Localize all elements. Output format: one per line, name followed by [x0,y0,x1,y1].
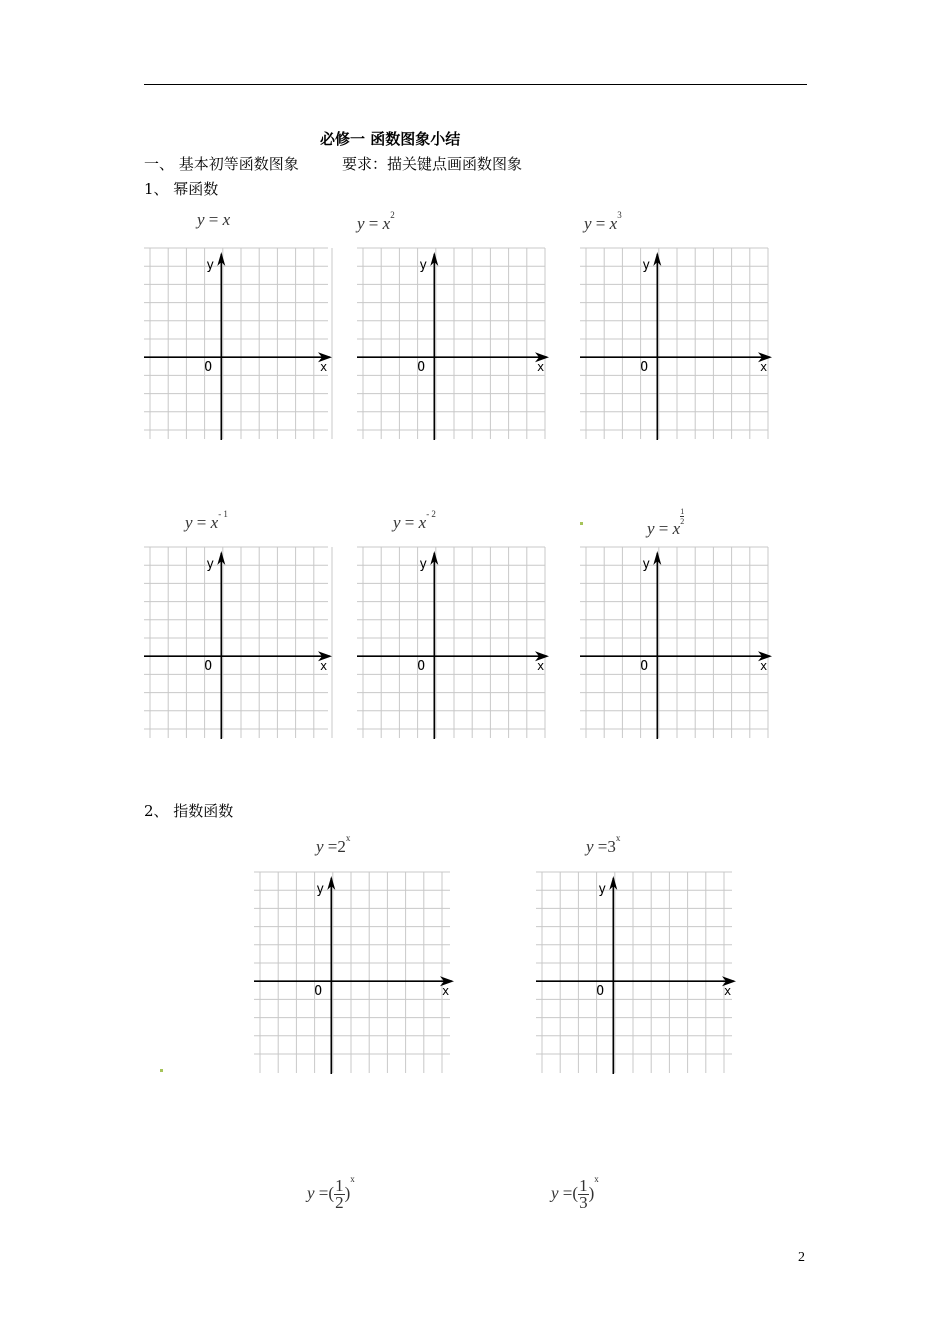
coordinate-grid-7 [254,868,458,1074]
coordinate-grid-6 [580,543,776,739]
marker-dot [580,522,583,525]
y-axis-label: y [642,258,651,273]
origin-label: O [417,360,426,376]
formula-y-eq-3-pow-x: $y =3^x$ [586,833,621,856]
origin-label: O [204,360,213,376]
origin-label: O [204,659,213,675]
formula-y-eq-x-sqrt: y = x $\frac{1}{2}$ [647,507,685,538]
formula-y-eq-x-squared: $y = x^2$ [357,210,395,233]
x-axis-label: x [442,984,450,999]
origin-label: O [417,659,426,675]
coordinate-grid-4 [144,543,336,739]
origin-label: O [640,659,649,675]
coordinate-grid-8 [536,868,740,1074]
formula-y-eq-half-pow-x: y =( $\frac{1}{2}$ )$^x$ [307,1174,355,1212]
x-axis-label: x [760,360,768,375]
formula-y-eq-x: y = x [197,210,231,229]
origin-label: O [596,984,605,1000]
x-axis-label: x [724,984,732,999]
y-axis-label: y [598,882,607,897]
x-axis-label: x [760,659,768,674]
formula-y-eq-2-pow-x: $y =2^x$ [316,833,351,856]
section-requirement: 要求：描关键点画函数图象 [342,155,523,173]
y-axis-label: y [206,258,215,273]
x-axis-label: x [320,360,328,375]
marker-dot [160,1069,163,1072]
origin-label: O [640,360,649,376]
y-axis-label: y [206,557,215,572]
formula-y-eq-third-pow-x: y =( $\frac{1}{3}$ )$^x$ [551,1174,599,1212]
header-rule [144,84,807,85]
section-heading: 一、 基本初等函数图象 [144,155,299,173]
subsection-exponential-functions: 2、 指数函数 [144,802,234,820]
coordinate-grid-3 [580,244,776,440]
x-axis-label: x [537,659,545,674]
formula-y-eq-x-inverse: $y = x^{- 1}$ [185,509,228,532]
origin-label: O [314,984,323,1000]
coordinate-grid-2 [357,244,553,440]
formula-y-eq-x-cubed: $y = x^3$ [584,210,622,233]
subsection-power-functions: 1、 幂函数 [144,180,219,198]
page-title: 必修一 函数图象小结 [320,130,461,148]
x-axis-label: x [537,360,545,375]
y-axis-label: y [419,258,428,273]
x-axis-label: x [320,659,328,674]
y-axis-label: y [642,557,651,572]
formula-y-eq-x-inverse-square: $y = x^{- 2}$ [393,509,436,532]
coordinate-grid-5 [357,543,553,739]
page-number: 2 [798,1250,805,1265]
coordinate-grid-1 [144,244,336,440]
y-axis-label: y [419,557,428,572]
y-axis-label: y [316,882,325,897]
